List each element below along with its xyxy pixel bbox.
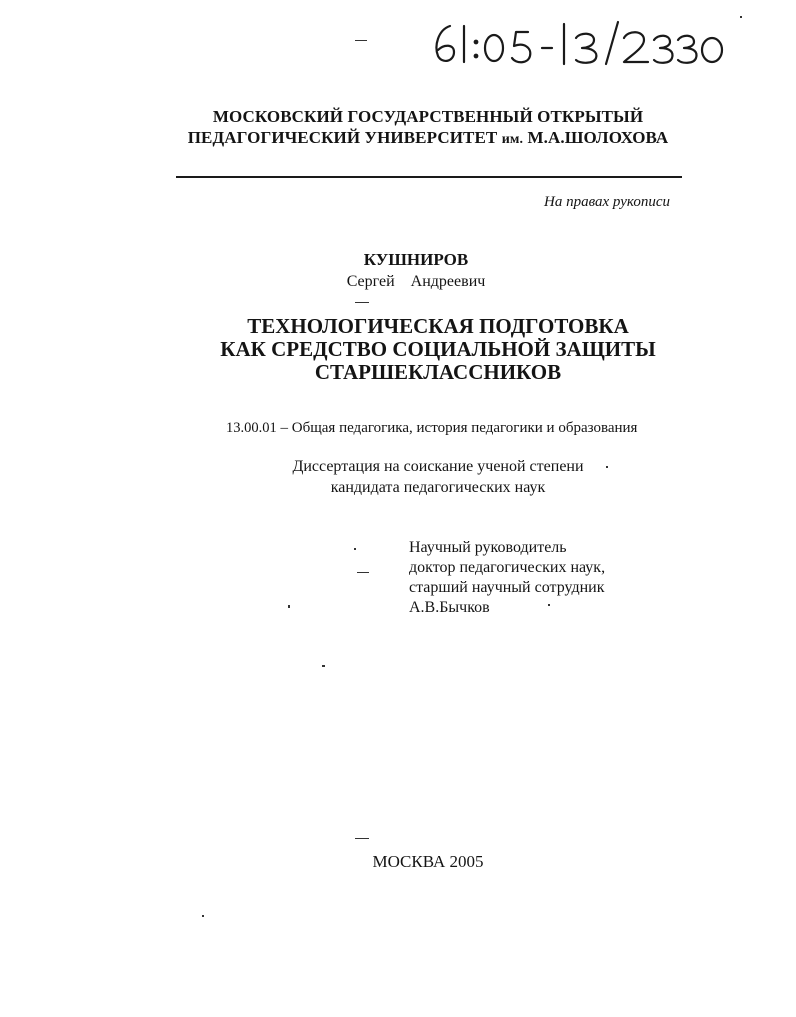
author-name: Сергей Андреевич <box>346 273 486 290</box>
title-line-2: КАК СРЕДСТВО СОЦИАЛЬНОЙ ЗАЩИТЫ <box>220 337 656 361</box>
city-year: МОСКВА 2005 <box>372 852 484 871</box>
scan-speck <box>355 302 369 303</box>
scan-speck <box>355 838 369 839</box>
university-line-2-im: им. <box>501 132 524 147</box>
scan-speck <box>288 605 290 608</box>
specialty-code: 13.00.01 <box>226 420 277 436</box>
supervisor-role: Научный руководитель <box>409 539 567 556</box>
title-line-1: ТЕХНОЛОГИЧЕСКАЯ ПОДГОТОВКА <box>247 314 629 338</box>
supervisor-degree: доктор педагогических наук, <box>409 559 606 576</box>
archive-number-handwritten <box>420 18 730 66</box>
scan-speck <box>548 604 550 606</box>
supervisor-name: А.В.Бычков <box>409 599 490 616</box>
scan-speck <box>355 40 367 41</box>
specialty-dash: – <box>280 420 288 436</box>
university-line-2-main: ПЕДАГОГИЧЕСКИЙ УНИВЕРСИТЕТ <box>187 128 498 147</box>
title-line-3: СТАРШЕКЛАССНИКОВ <box>314 360 562 384</box>
university-line-2-name: М.А.ШОЛОХОВА <box>527 128 669 147</box>
degree-line-1: Диссертация на соискание ученой степени <box>292 458 584 475</box>
supervisor-block <box>409 538 605 618</box>
supervisor-position: старший научный сотрудник <box>409 579 605 596</box>
author-surname: КУШНИРОВ <box>363 250 469 269</box>
header-divider <box>176 176 682 178</box>
scan-speck <box>357 572 369 573</box>
degree-statement <box>0 456 796 498</box>
scan-speck <box>740 16 742 18</box>
university-header <box>0 106 796 150</box>
specialty-name: Общая педагогика, история педагогики и образования <box>291 420 638 436</box>
degree-line-2: кандидата педагогических наук <box>330 479 546 496</box>
scan-speck <box>322 665 325 667</box>
dissertation-title <box>0 315 796 384</box>
university-line-1: МОСКОВСКИЙ ГОСУДАРСТВЕННЫЙ ОТКРЫТЫЙ <box>212 107 644 126</box>
manuscript-note: На правах рукописи <box>544 194 670 210</box>
scan-speck <box>202 915 204 917</box>
specialty <box>226 420 637 437</box>
scan-speck <box>606 466 608 468</box>
scan-speck <box>354 548 356 550</box>
university-line-2 <box>0 127 796 150</box>
